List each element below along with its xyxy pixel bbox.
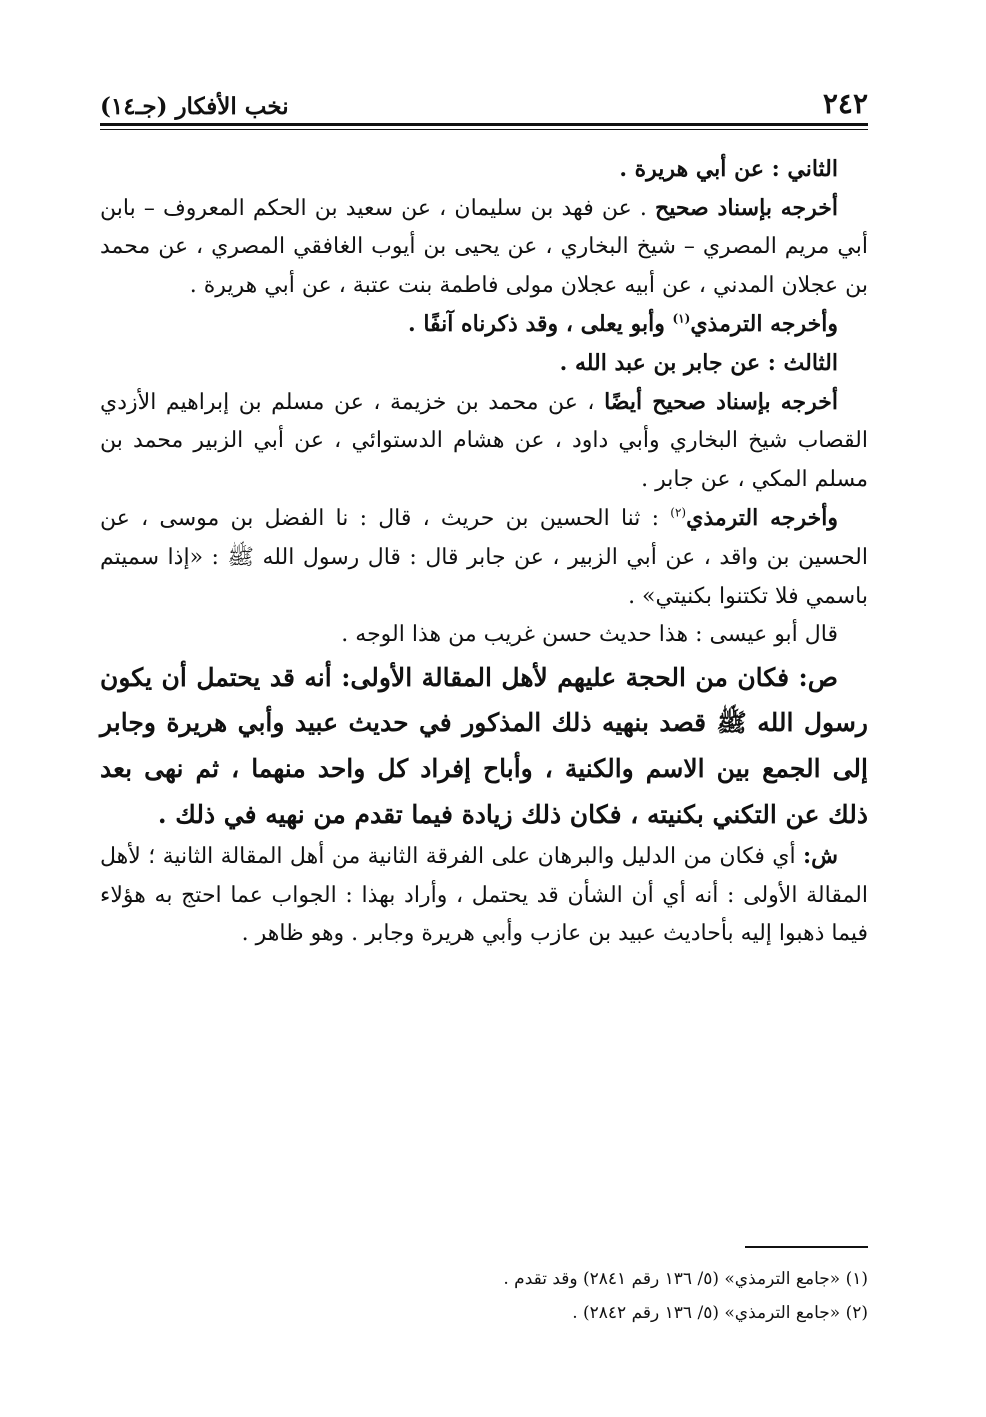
paragraph-9-text: أي فكان من الدليل والبرهان على الفرقة الثانية من أهل المقالة الثانية ؛ لأهل المقالة الأولى : أنه أي أن الشأن قد يحتمل ، وأراد بهذا : الجواب عما احتج به هؤلاء فيما ذهبوا إليه بأحاديث عبيد بن عازب وأبي هريرة وجابر . وهو ظاهر . xyxy=(100,844,868,947)
page-number: ٢٤٢ xyxy=(822,87,868,120)
paragraph-2-bold: أخرجه بإسناد صحيح xyxy=(655,194,838,221)
paragraph-6-bold: وأخرجه الترمذي xyxy=(686,505,838,532)
header-rule xyxy=(100,123,868,126)
paragraph-9-label: ش: xyxy=(803,843,838,870)
paragraph-5-bold: أخرجه بإسناد صحيح أيضًا xyxy=(604,388,839,415)
paragraph-7: قال أبو عيسى : هذا حديث حسن غريب من هذا الوجه . xyxy=(341,622,838,648)
paragraph-6-text: : ثنا الحسين بن حريث ، قال : نا الفضل بن موسى ، عن الحسين بن واقد ، عن أبي الزبير ، عن جابر قال : قال رسول الله ﷺ : «إذا سميتم باسمي فلا تكتنوا بكنيتي» . xyxy=(100,506,868,609)
paragraph-9 xyxy=(100,837,868,954)
footnotes xyxy=(100,1262,868,1330)
paragraph-4: الثالث : عن جابر بن عبد الله . xyxy=(559,349,838,376)
footnote-ref-1[interactable]: (١) xyxy=(672,312,691,327)
page-header xyxy=(100,70,868,120)
header-rule-thin xyxy=(100,129,868,130)
footnote-1: (١) «جامع الترمذي» (٥/ ١٣٦ رقم ٢٨٤١) وقد تقدم . xyxy=(503,1269,868,1289)
paragraph-2 xyxy=(100,189,868,306)
main-text xyxy=(100,150,868,954)
footnote-2: (٢) «جامع الترمذي» (٥/ ١٣٦ رقم ٢٨٤٢) . xyxy=(572,1303,868,1323)
paragraph-3-text-b: وأبو يعلى ، وقد ذكرناه آنفًا . xyxy=(408,311,673,338)
book-title: نخب الأفكار (جـ١٤) xyxy=(100,93,289,120)
paragraph-8: ص: فكان من الحجة عليهم لأهل المقالة الأولى: أنه قد يحتمل أن يكون رسول الله ﷺ قصد بنهيه ذلك المذكور في حديث عبيد وأبي هريرة وجابر إلى الجمع بين الاسم والكنية ، وأباح إفراد كل واحد منهما ، ثم نهى بعد ذلك عن التكني بكنيته ، فكان ذلك زيادة فيما تقدم من نهيه في ذلك . xyxy=(100,662,868,829)
paragraph-1: الثاني : عن أبي هريرة . xyxy=(619,156,838,182)
paragraph-5 xyxy=(100,383,868,500)
footnote-rule xyxy=(745,1246,868,1248)
paragraph-3 xyxy=(100,305,868,344)
paragraph-2-text: . عن فهد بن سليمان ، عن سعيد بن الحكم المعروف – بابن أبي مريم المصري – شيخ البخاري ، عن يحيى بن أيوب الغافقي المصري ، عن محمد بن عجلان المدني ، عن أبيه عجلان مولى فاطمة بنت عتبة ، عن أبي هريرة . xyxy=(100,195,868,298)
footnote-ref-2[interactable]: (٢) xyxy=(670,506,687,521)
paragraph-6 xyxy=(100,499,868,616)
paragraph-3-text-a: وأخرجه الترمذي xyxy=(690,311,838,338)
paragraph-5-text: ، عن محمد بن خزيمة ، عن مسلم بن إبراهيم الأزدي القصاب شيخ البخاري وأبي داود ، عن هشام الدستوائي ، عن أبي الزبير محمد بن مسلم المكي ، عن جابر . xyxy=(100,389,869,492)
